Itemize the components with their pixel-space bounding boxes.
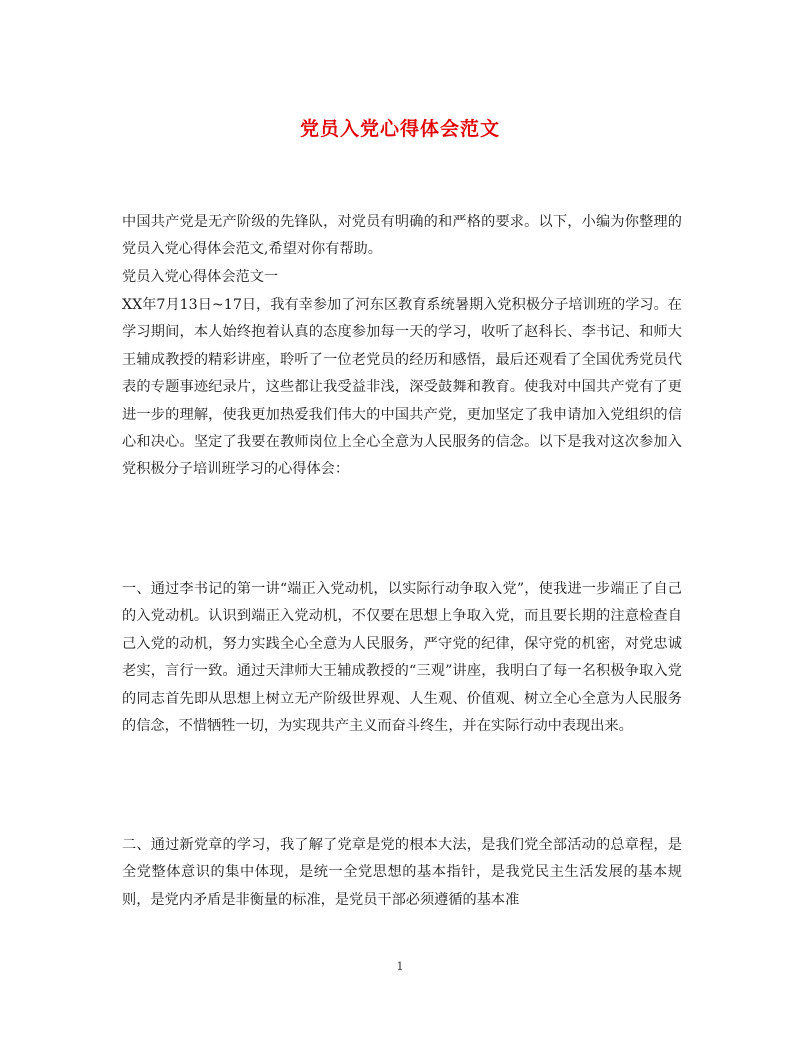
paragraph-two: 一、通过李书记的第一讲“端正入党动机，以实际行动争取入党”，使我进一步端正了自己的入党动机。认识到端正入党动机，不仅要在思想上争取入党，而且要长期的注意检查自己入党的动机，努力实践全心全意为人民服务，严守党的纪律，保守党的机密，对党忠诚老实，言行一致。通过天津师大王辅成教授的“三观”讲座，我明白了每一名积极争取入党的同志首先即从思想上树立无产阶级世界观、人生观、价值观、树立全心全意为人民服务的信念，不惜牺牲一切，为实现共产主义而奋斗终生，并在实际行动中表现出来。 (122, 581, 682, 735)
page-number: 1 (396, 960, 404, 973)
paragraph-one: XX年7月13日~17日，我有幸参加了河东区教育系统暑期入党积极分子培训班的学习。在学习期间，本人始终抱着认真的态度参加每一天的学习，收听了赵科长、李书记、和师大王辅成教授的精彩讲座，聆听了一位老党员的经历和感悟，最后还观看了全国优秀党员代表的专题事迹纪录片，这些都让我受益非浅，深受鼓舞和教育。使我对中国共产党有了更进一步的理解，使我更加热爱我们伟大的中国共产党，更加坚定了我申请加入党组织的信心和决心。坚定了我要在教师岗位上全心全意为人民服务的信念。以下是我对这次参加入党积极分子培训班学习的心得体会： (122, 297, 682, 478)
document-title: 党员入党心得体会范文 (299, 118, 500, 140)
intro-paragraph: 中国共产党是无产阶级的先锋队，对党员有明确的和严格的要求。以下，小编为你整理的党员入党心得体会范文,希望对你有帮助。 (122, 214, 682, 258)
section-subtitle: 党员入党心得体会范文一 (122, 269, 279, 285)
paragraph-three: 二、通过新党章的学习，我了解了党章是党的根本大法，是我们党全部活动的总章程，是全党整体意识的集中体现，是统一全党思想的基本指针，是我党民主生活发展的基本规则，是党内矛盾是非衡量的标准，是党员干部必须遵循的基本准 (122, 837, 682, 908)
